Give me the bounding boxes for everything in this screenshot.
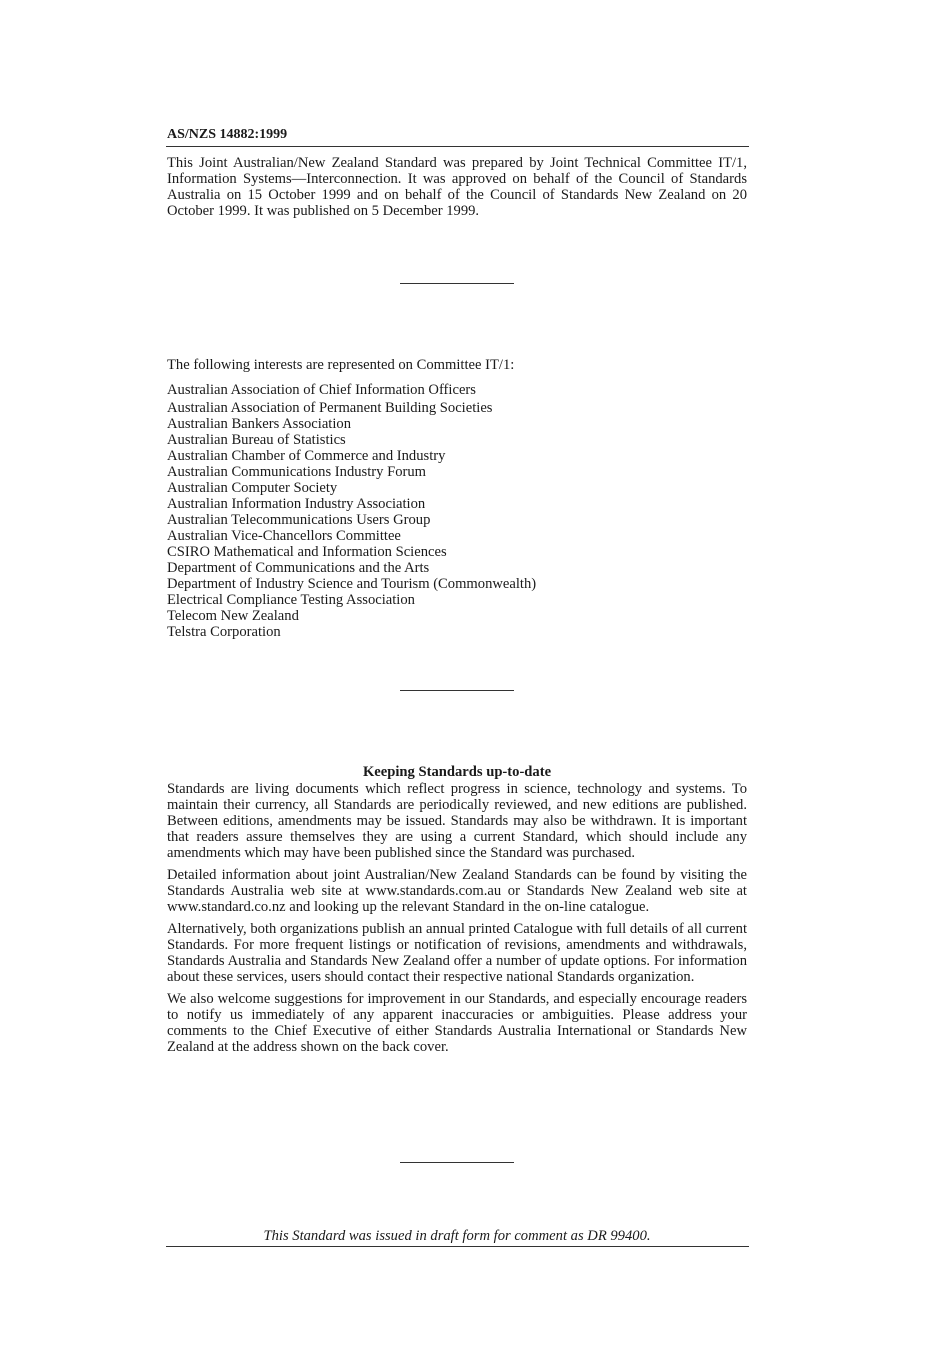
organization-item: Australian Association of Chief Information Officers (167, 382, 476, 398)
organization-item: Australian Vice-Chancellors Committee (167, 528, 401, 544)
organization-item: Department of Industry Science and Tourism (Commonwealth) (167, 576, 537, 592)
body-paragraph: Alternatively, both organizations publish an annual printed Catalogue with full details of all current Standards. For more frequent listings or notification of revisions, amendments and withdrawals, Standards Australia and Standards New Zealand offer a number of update options. For information about these services, users should contact their respective national Standards organization. (167, 921, 747, 985)
section-heading: Keeping Standards up-to-date (362, 764, 552, 780)
preparation-statement: This Joint Australian/New Zealand Standard was prepared by Joint Technical Committee IT/1, Information Systems—Interconnection. It was approved on behalf of the Council of Standards Australia on 15 October 1999 and on behalf of the Council of Standards New Zealand on 20 October 1999. It was published on 5 December 1999. (167, 155, 747, 219)
header-rule (166, 146, 749, 147)
draft-note: This Standard was issued in draft form for comment as DR 99400. (263, 1228, 651, 1244)
organization-item: Department of Communications and the Arts (167, 560, 430, 576)
body-paragraph: Detailed information about joint Australian/New Zealand Standards can be found by visiting the Standards Australia web site at www.standards.com.au or Standards New Zealand web site at www.standard.co.nz and looking up the relevant Standard in the on-line catalogue. (167, 867, 747, 915)
section-divider (400, 283, 514, 284)
organization-item: Telstra Corporation (167, 624, 281, 640)
organization-item: Telecom New Zealand (167, 608, 299, 624)
organization-item: Australian Chamber of Commerce and Industry (167, 448, 446, 464)
body-paragraph: We also welcome suggestions for improvement in our Standards, and especially encourage readers to notify us immediately of any apparent inaccuracies or ambiguities. Please address your comments to the Chief Executive of either Standards Australia International or Standards New Zealand at the address shown on the back cover. (167, 991, 747, 1055)
organization-item: Electrical Compliance Testing Association (167, 592, 415, 608)
organization-item: Australian Bankers Association (167, 416, 352, 432)
organization-item: Australian Communications Industry Forum (167, 464, 427, 480)
organization-item: Australian Association of Permanent Building Societies (167, 400, 493, 416)
document-page (167, 0, 749, 1345)
document-identifier: AS/NZS 14882:1999 (167, 127, 288, 142)
organization-list (167, 382, 536, 640)
keeping-standards-section (167, 764, 747, 1061)
organization-item: Australian Computer Society (167, 480, 338, 496)
section-divider (400, 690, 514, 691)
organization-item: Australian Bureau of Statistics (167, 432, 346, 448)
interests-intro: The following interests are represented on Committee IT/1: (167, 357, 515, 373)
body-paragraph: Standards are living documents which reflect progress in science, technology and systems. To maintain their currency, all Standards are periodically reviewed, and new editions are published. Between editions, amendments may be issued. Standards may also be withdrawn. It is important that readers assure themselves they are using a current Standard, which should include any amendments which may have been published since the Standard was purchased. (167, 781, 747, 861)
section-divider (400, 1162, 514, 1163)
organization-item: Australian Information Industry Association (167, 496, 426, 512)
organization-item: CSIRO Mathematical and Information Sciences (167, 544, 447, 560)
footer-rule (166, 1246, 749, 1247)
organization-item: Australian Telecommunications Users Group (167, 512, 431, 528)
